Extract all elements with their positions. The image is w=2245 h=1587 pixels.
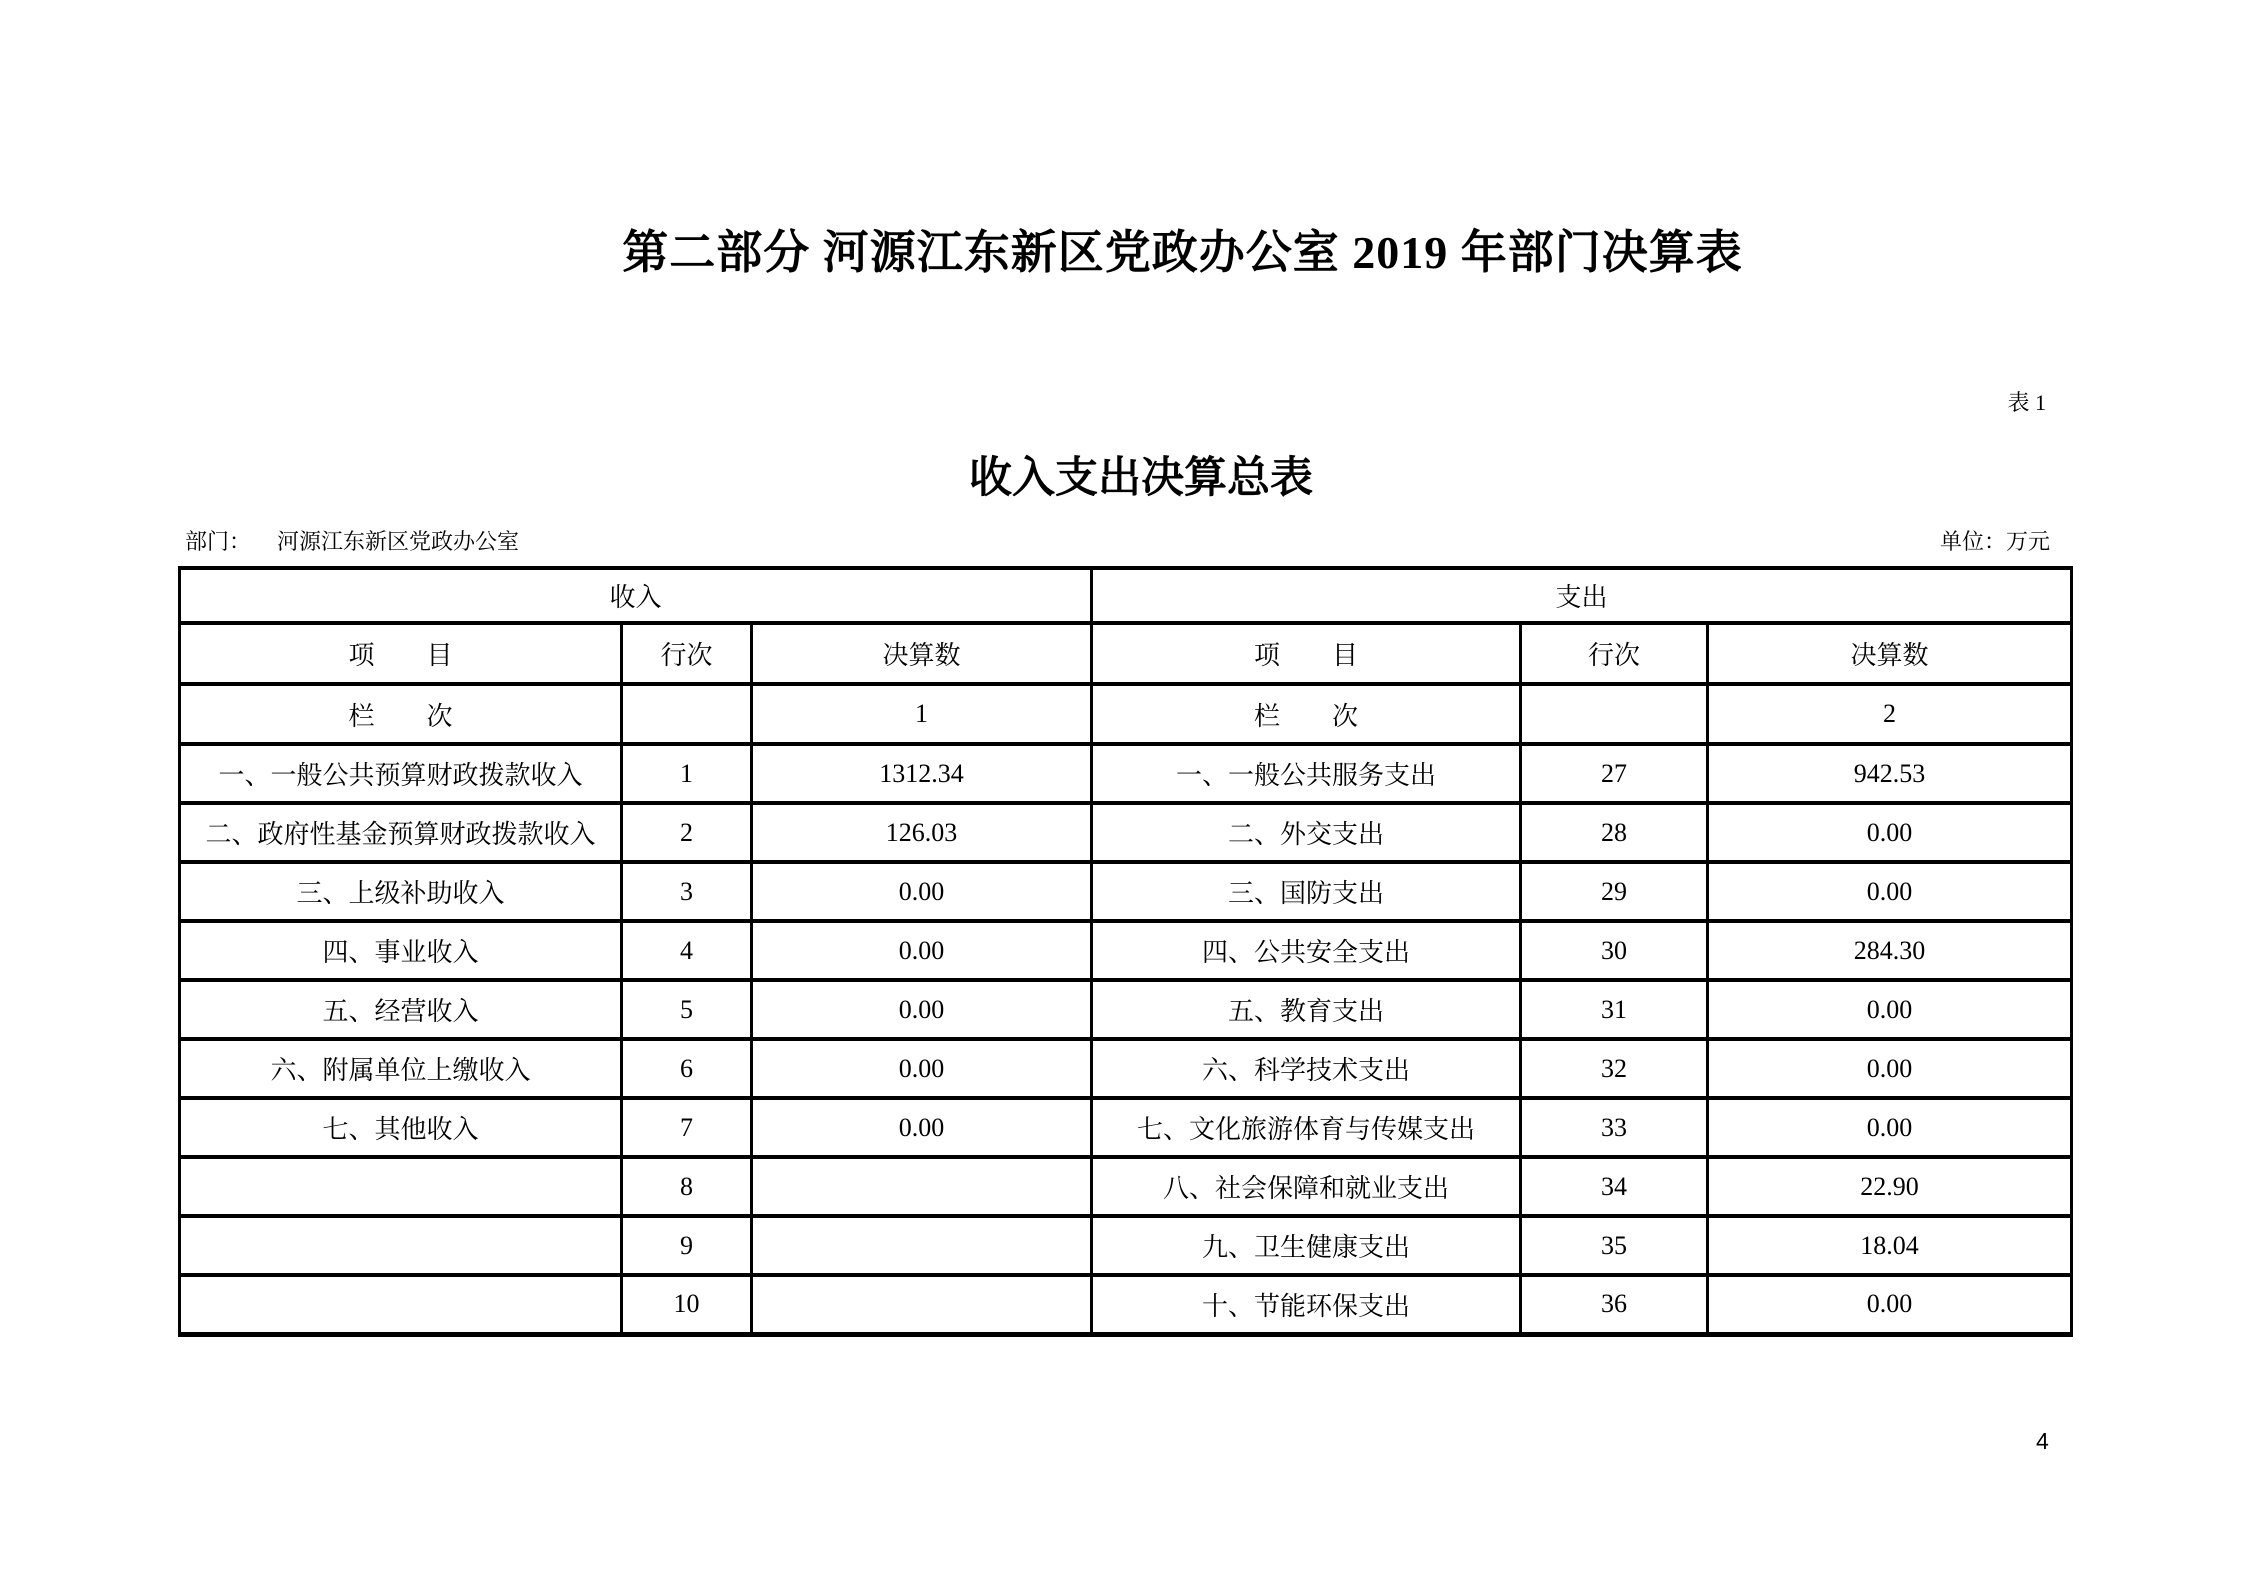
expense-line-cell: 28 bbox=[1521, 803, 1708, 862]
expense-item-cell: 九、卫生健康支出 bbox=[1092, 1216, 1521, 1275]
expense-line-cell: 36 bbox=[1521, 1275, 1708, 1334]
income-expense-summary-table bbox=[178, 566, 2073, 1337]
expense-amount-cell: 0.00 bbox=[1708, 1039, 2072, 1098]
expense-line-header: 行次 bbox=[1521, 623, 1708, 684]
table-meta-row bbox=[178, 525, 2070, 556]
income-line-cell: 8 bbox=[622, 1157, 752, 1216]
income-line-cell: 1 bbox=[622, 744, 752, 803]
department-name: 河源江东新区党政办公室 bbox=[277, 529, 520, 554]
expense-item-cell: 二、外交支出 bbox=[1092, 803, 1521, 862]
income-amount-cell: 0.00 bbox=[752, 980, 1092, 1039]
table-body bbox=[180, 744, 2072, 1334]
income-line-cell: 3 bbox=[622, 862, 752, 921]
income-amount-cell: 0.00 bbox=[752, 1098, 1092, 1157]
table-row bbox=[180, 1039, 2072, 1098]
expense-item-cell: 五、教育支出 bbox=[1092, 980, 1521, 1039]
income-item-cell: 三、上级补助收入 bbox=[180, 862, 622, 921]
expense-item-cell: 十、节能环保支出 bbox=[1092, 1275, 1521, 1334]
income-amount-cell: 0.00 bbox=[752, 862, 1092, 921]
expense-line-cell: 33 bbox=[1521, 1098, 1708, 1157]
expense-item-cell: 六、科学技术支出 bbox=[1092, 1039, 1521, 1098]
income-line-cell: 9 bbox=[622, 1216, 752, 1275]
expense-line-cell: 31 bbox=[1521, 980, 1708, 1039]
expense-lane-label: 栏 次 bbox=[1092, 684, 1521, 744]
table-row bbox=[180, 744, 2072, 803]
income-line-cell: 4 bbox=[622, 921, 752, 980]
department-line bbox=[185, 525, 519, 556]
expense-amount-cell: 0.00 bbox=[1708, 862, 2072, 921]
income-line-cell: 5 bbox=[622, 980, 752, 1039]
income-line-header: 行次 bbox=[622, 623, 752, 684]
expense-item-cell: 七、文化旅游体育与传媒支出 bbox=[1092, 1098, 1521, 1157]
expense-line-cell: 29 bbox=[1521, 862, 1708, 921]
unit-note: 单位：万元 bbox=[1939, 529, 2050, 554]
lane-number-row bbox=[180, 684, 2072, 744]
table-row bbox=[180, 803, 2072, 862]
income-amount-cell bbox=[752, 1216, 1092, 1275]
income-item-cell: 六、附属单位上缴收入 bbox=[180, 1039, 622, 1098]
table-row bbox=[180, 1275, 2072, 1334]
income-lane-blank bbox=[622, 684, 752, 744]
table-row bbox=[180, 862, 2072, 921]
expense-group-header: 支出 bbox=[1092, 568, 2072, 623]
department-label: 部门： bbox=[185, 529, 252, 554]
expense-amount-cell: 284.30 bbox=[1708, 921, 2072, 980]
column-header-row bbox=[180, 623, 2072, 684]
expense-amount-cell: 22.90 bbox=[1708, 1157, 2072, 1216]
expense-lane-blank bbox=[1521, 684, 1708, 744]
income-item-cell: 四、事业收入 bbox=[180, 921, 622, 980]
page-number: 4 bbox=[2036, 1428, 2049, 1454]
income-amount-cell: 0.00 bbox=[752, 921, 1092, 980]
expense-item-cell: 四、公共安全支出 bbox=[1092, 921, 1521, 980]
expense-item-cell: 八、社会保障和就业支出 bbox=[1092, 1157, 1521, 1216]
expense-item-cell: 三、国防支出 bbox=[1092, 862, 1521, 921]
expense-line-cell: 34 bbox=[1521, 1157, 1708, 1216]
income-line-cell: 7 bbox=[622, 1098, 752, 1157]
table-row bbox=[180, 1098, 2072, 1157]
expense-line-cell: 35 bbox=[1521, 1216, 1708, 1275]
income-amount-cell bbox=[752, 1157, 1092, 1216]
income-amount-header: 决算数 bbox=[752, 623, 1092, 684]
expense-amount-cell: 0.00 bbox=[1708, 980, 2072, 1039]
income-amount-cell bbox=[752, 1275, 1092, 1334]
income-lane-value: 1 bbox=[752, 684, 1092, 744]
table-row bbox=[180, 1157, 2072, 1216]
table-number-label: 表 1 bbox=[2007, 390, 2046, 415]
income-amount-cell: 1312.34 bbox=[752, 744, 1092, 803]
income-item-cell: 五、经营收入 bbox=[180, 980, 622, 1039]
expense-amount-cell: 0.00 bbox=[1708, 803, 2072, 862]
table-row bbox=[180, 980, 2072, 1039]
expense-amount-header: 决算数 bbox=[1708, 623, 2072, 684]
table-title: 收入支出决算总表 bbox=[969, 455, 1313, 502]
income-lane-label: 栏 次 bbox=[180, 684, 622, 744]
expense-amount-cell: 18.04 bbox=[1708, 1216, 2072, 1275]
expense-lane-value: 2 bbox=[1708, 684, 2072, 744]
expense-amount-cell: 0.00 bbox=[1708, 1275, 2072, 1334]
expense-line-cell: 27 bbox=[1521, 744, 1708, 803]
income-item-cell: 二、政府性基金预算财政拨款收入 bbox=[180, 803, 622, 862]
income-amount-cell: 0.00 bbox=[752, 1039, 1092, 1098]
table-row bbox=[180, 921, 2072, 980]
income-line-cell: 2 bbox=[622, 803, 752, 862]
income-item-cell bbox=[180, 1216, 622, 1275]
income-amount-cell: 126.03 bbox=[752, 803, 1092, 862]
expense-amount-cell: 0.00 bbox=[1708, 1098, 2072, 1157]
income-line-cell: 10 bbox=[622, 1275, 752, 1334]
expense-amount-cell: 942.53 bbox=[1708, 744, 2072, 803]
income-group-header: 收入 bbox=[180, 568, 1092, 623]
group-header-row bbox=[180, 568, 2072, 623]
expense-line-cell: 32 bbox=[1521, 1039, 1708, 1098]
income-line-cell: 6 bbox=[622, 1039, 752, 1098]
income-item-header: 项 目 bbox=[180, 623, 622, 684]
income-item-cell bbox=[180, 1275, 622, 1334]
expense-line-cell: 30 bbox=[1521, 921, 1708, 980]
expense-item-header: 项 目 bbox=[1092, 623, 1521, 684]
income-item-cell bbox=[180, 1157, 622, 1216]
table-row bbox=[180, 1216, 2072, 1275]
income-item-cell: 一、一般公共预算财政拨款收入 bbox=[180, 744, 622, 803]
income-item-cell: 七、其他收入 bbox=[180, 1098, 622, 1157]
page-title: 第二部分 河源江东新区党政办公室 2019 年部门决算表 bbox=[622, 227, 1743, 278]
expense-item-cell: 一、一般公共服务支出 bbox=[1092, 744, 1521, 803]
